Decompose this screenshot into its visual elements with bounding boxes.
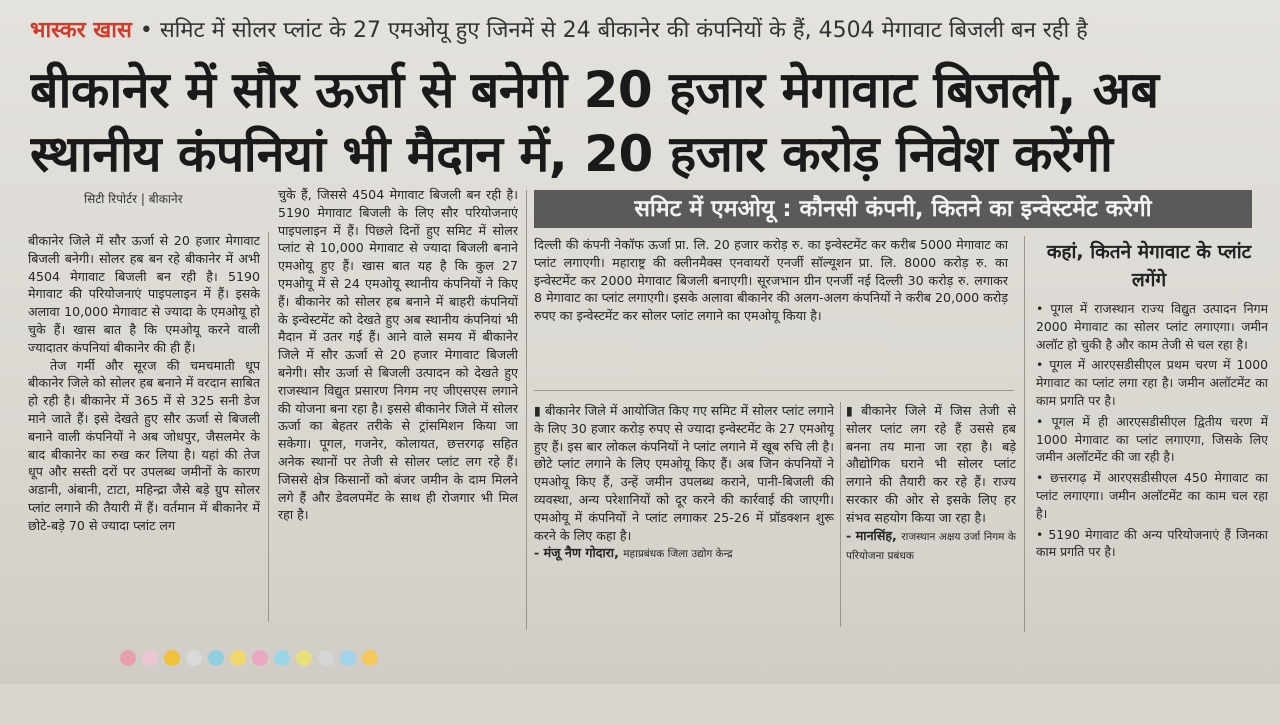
section-band: समिट में एमओयू : कौनसी कंपनी, कितने का इन्वेस्टमेंट करेगी — [534, 190, 1252, 228]
registration-dot — [362, 650, 378, 666]
headline-line-2: स्थानीय कंपनियां भी मैदान में, 20 हजार करोड़ निवेश करेंगी — [30, 125, 1113, 183]
color-registration-strip — [120, 650, 378, 668]
paragraph: बीकानेर जिले में सौर ऊर्जा से 20 हजार मेगावाट बिजली बनेगी। सोलर हब बन रहे बीकानेर में अभी 4504 मेगावाट बिजली बन रही है। 5190 मेगावाट की परियोजनाएं पाइपलाइन में हैं। इसके अलावा 10,000 मेगावाट से ज्यादा के एमओयू हो चुके हैं। खास बात है कि एमओयू करने वाली ज्यादातर कंपनियां बीकानेर की ही हैं। — [28, 233, 260, 355]
headline-line-1: बीकानेर में सौर ऊर्जा से बनेगी 20 हजार मेगावाट बिजली, अब — [30, 61, 1159, 119]
column-divider — [526, 190, 527, 630]
quote-column-1 — [534, 402, 834, 632]
byline: सिटी रिपोर्टर | बीकानेर — [84, 192, 183, 206]
registration-dot — [186, 650, 202, 666]
sidebar-title: कहां, कितने मेगावाट के प्लांट लगेंगे — [1046, 241, 1252, 291]
list-item: • पूगल में राजस्थान राज्य विद्युत उत्पादन निगम 2000 मेगावाट का सोलर प्लांट लगाएगा। जमीन अलॉट हो चुकी है और काम तेजी से चल रहा है। — [1036, 300, 1268, 353]
registration-dot — [120, 650, 136, 666]
list-item: • पूगल में ही आरएसडीसीएल द्वितीय चरण में 1000 मेगावाट का प्लांट लगाएगा, जिसके लिए जमीन अलॉटमेंट की जा रही है। — [1036, 413, 1268, 466]
mou-column — [534, 236, 1008, 376]
list-item: • 5190 मेगावाट की अन्य परियोजनाएं हैं जिनका काम प्रगति पर है। — [1036, 526, 1268, 562]
sidebar-list-box — [1036, 300, 1268, 640]
kicker-text: • समिट में सोलर प्लांट के 27 एमओयू हुए जिनमें से 24 बीकानेर की कंपनियों के हैं, 4504 मेगावाट बिजली बन रही है — [139, 18, 1088, 43]
article-column-1 — [28, 232, 260, 618]
article-column-2 — [278, 186, 518, 626]
paragraph: दिल्ली की कंपनी नेकॉफ ऊर्जा प्रा. लि. 20 हजार करोड़ रु. का इन्वेस्टमेंट कर करीब 5000 मेगावाट का प्लांट लगाएगी। महाराष्ट्र की क्लीनमैक्स एनवायरों एनर्जी सॉल्यूशन प्रा. लि. 8000 करोड़ रु. का इन्वेस्टमेंट कर 2000 मेगावाट बिजली बनाएगी। सूरजभान ग्रीन एनर्जी नई दिल्ली 30 करोड़ रु. लगाकर 8 मेगावाट का प्लांट लगाएगी। इसके अलावा बीकानेर की अलग-अलग कंपनियों ने करीब 20,000 करोड़ रुपए का इन्वेस्टमेंट कर सोलर प्लांट लगाने का एमओयू किया है। — [534, 237, 1008, 324]
registration-dot — [230, 650, 246, 666]
paragraph: तेज गर्मी और सूरज की चमचमाती धूप बीकानेर जिले को सोलर हब बनाने में वरदान साबित हो रही है। बीकानेर में 365 में से 325 सनी डेज माने जाते हैं। इसे देखते हुए सौर ऊर्जा से बिजली बनाने वाली कंपनियों ने अब जोधपुर, जैसलमेर के बाद बीकानेर का रुख कर लिया है। यहां की तेज धूप और सस्ती दरों पर उपलब्ध जमीनों के कारण अडानी, अंबानी, टाटा, महिन्द्रा जैसे बड़े ग्रुप सोलर प्लांट लगाने की तैयारी में हैं। वर्तमान में बीकानेर में छोटे-बड़े 70 से ज्यादा प्लांट लग — [28, 357, 260, 533]
kicker-line — [30, 14, 1270, 50]
quote-credit — [846, 527, 1016, 567]
paragraph: ▮ बीकानेर जिले में जिस तेजी से सोलर प्लांट लग रहे हैं उससे हब बनना तय माना जा रहा है। बड़े औद्योगिक घराने भी सोलर प्लांट लगाने की तैयारी कर रहे हैं। राज्य सरकार की ओर से इसके लिए हर संभव सहयोग किया जा रहा है। — [846, 403, 1016, 525]
credit-name: - मंजू नैण गोदारा, — [534, 545, 619, 561]
list-item: • पूगल में आरएसडीसीएल प्रथम चरण में 1000 मेगावाट का प्लांट लगा रहा है। जमीन अलॉटमेंट का काम प्रगति पर है। — [1036, 356, 1268, 409]
registration-dot — [340, 650, 356, 666]
paragraph: ▮ बीकानेर जिले में आयोजित किए गए समिट में सोलर प्लांट लगाने के लिए 30 हजार करोड़ रुपए से ज्यादा इन्वेस्टमेंट के 27 एमओयू हुए हैं। इस बार लोकल कंपनियों ने प्लांट लगाने में खूब रुचि ली है। छोटे प्लांट लगाने के लिए एमओयू किए हैं। अब जिन कंपनियों ने एमओयू किए हैं, उन्हें जमीन उपलब्ध कराने, पानी-बिजली की व्यवस्था, अन्य परेशानियों को दूर करने की कार्रवाई की जाएगी। एमओयू में कंपनियों ने प्लांट लगाकर 25-26 में प्रॉडक्शन शुरू करने के लिए कहा है। — [534, 403, 834, 543]
registration-dot — [142, 650, 158, 666]
column-divider — [1024, 236, 1025, 632]
column-divider — [268, 232, 269, 622]
credit-name: - मानसिंह, — [846, 527, 897, 543]
registration-dot — [252, 650, 268, 666]
quote-credit — [534, 544, 834, 564]
registration-dot — [318, 650, 334, 666]
column-divider — [840, 402, 841, 627]
registration-dot — [164, 650, 180, 666]
brand-tag: भास्कर खास — [30, 18, 132, 43]
registration-dot — [208, 650, 224, 666]
credit-role: राजस्थान अक्षय उर्जा निगम के परियोजना प्रबंधक — [846, 530, 1016, 563]
page-bottom-edge — [0, 684, 1280, 725]
credit-role: महाप्रबंधक जिला उद्योग केन्द्र — [623, 548, 733, 561]
headline — [30, 58, 1270, 186]
paragraph: चुके हैं, जिससे 4504 मेगावाट बिजली बन रही है। 5190 मेगावाट बिजली के लिए सौर परियोजनाएं पाइपलाइन में हैं। पिछले दिनों हुए समिट में सोलर प्लांट से 10,000 मेगावाट से ज्यादा बिजली बनाने एमओयू हुए हैं। खास बात यह है कि कुल 27 एमओयू में से 24 एमओयू स्थानीय कंपनियों ने किए हैं। बीकानेर को सोलर हब बनाने में बाहरी कंपनियों के इन्वेस्टमेंट को देखते हुए अब स्थानीय कंपनियां भी मैदान में उतर गई हैं। आने वाले समय में बीकानेर जिले में सौर ऊर्जा से 20 हजार मेगावाट बिजली बनेगी। सौर ऊर्जा से बिजली उत्पादन को देखते हुए राजस्थान विद्युत प्रसारण निगम नए जीएसएस लगाने की योजना बना रहा है। इससे बीकानेर जिले में सोलर ऊर्जा का बेहतर तरीके से ट्रांसमिशन किया जा सकेगा। पूगल, गजनेर, कोलायत, छत्तरगढ़ सहित अनेक स्थानों पर तेजी से सोलर प्लांट लग रहे हैं। जिससे क्षेत्र किसानों को बंजर जमीन के दाम मिलने लगे हैं और डेवलपमेंट के साथ ही रोजगार भी मिल रहा है। — [278, 187, 518, 523]
quote-column-2 — [846, 402, 1016, 632]
section-divider — [534, 390, 1014, 391]
registration-dot — [274, 650, 290, 666]
list-item: • छत्तरगढ़ में आरएसडीसीएल 450 मेगावाट का प्लांट लगाएगा। जमीन अलॉटमेंट का काम चल रहा है। — [1036, 469, 1268, 522]
sidebar-list — [1036, 300, 1268, 561]
registration-dot — [296, 650, 312, 666]
